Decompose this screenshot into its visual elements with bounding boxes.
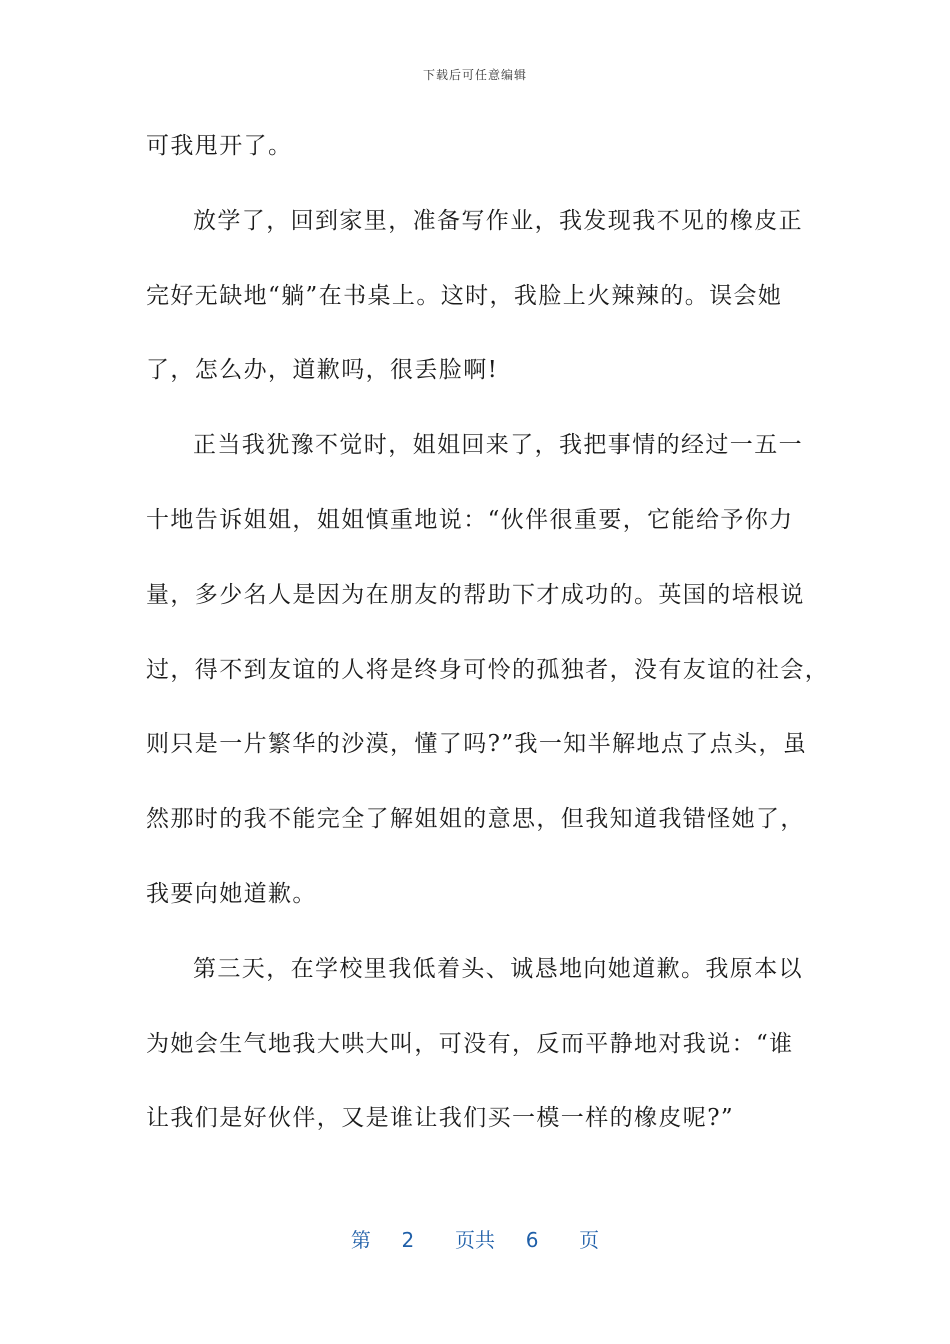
footer-prefix: 第 (350, 1228, 371, 1252)
text-line: 量，多少名人是因为在朋友的帮助下才成功的。英国的培根说 (146, 581, 805, 608)
footer-middle: 页共 (455, 1228, 495, 1252)
text-line: 第三天，在学校里我低着头、诚恳地向她道歉。我原本以 (193, 955, 803, 982)
footer-suffix: 页 (579, 1228, 600, 1252)
text-line: 过，得不到友谊的人将是终身可怜的孤独者，没有友谊的社会， (146, 656, 830, 683)
page-number-footer (0, 1224, 950, 1253)
text-line: 然那时的我不能完全了解姐姐的意思，但我知道我错怪她了， (146, 806, 805, 833)
text-line: 完好无缺地“躺”在书桌上。这时，我脸上火辣辣的。误会她 (146, 282, 783, 309)
document-body (146, 120, 830, 1167)
page-header-note: 下载后可任意编辑 (422, 68, 527, 82)
text-line: 十地告诉姐姐，姐姐慎重地说：“伙伴很重要，它能给予你力 (146, 506, 794, 533)
current-page-number: 2 (401, 1228, 415, 1252)
text-line: 为她会生气地我大哄大叫，可没有，反而平静地对我说：“谁 (146, 1030, 794, 1057)
text-line: 放学了，回到家里，准备写作业，我发现我不见的橡皮正 (193, 207, 803, 234)
text-line: 则只是一片繁华的沙漠，懂了吗?”我一知半解地点了点头，虽 (146, 731, 808, 758)
total-pages-number: 6 (525, 1228, 539, 1252)
text-line: 了，怎么办，道歉吗，很丢脸啊! (146, 357, 499, 384)
text-line: 正当我犹豫不觉时，姐姐回来了，我把事情的经过一五一 (193, 432, 803, 459)
text-line: 让我们是好伙伴，又是谁让我们买一模一样的橡皮呢?” (146, 1105, 735, 1132)
text-line: 我要向她道歉。 (146, 880, 317, 907)
text-line: 可我甩开了。 (146, 133, 293, 159)
